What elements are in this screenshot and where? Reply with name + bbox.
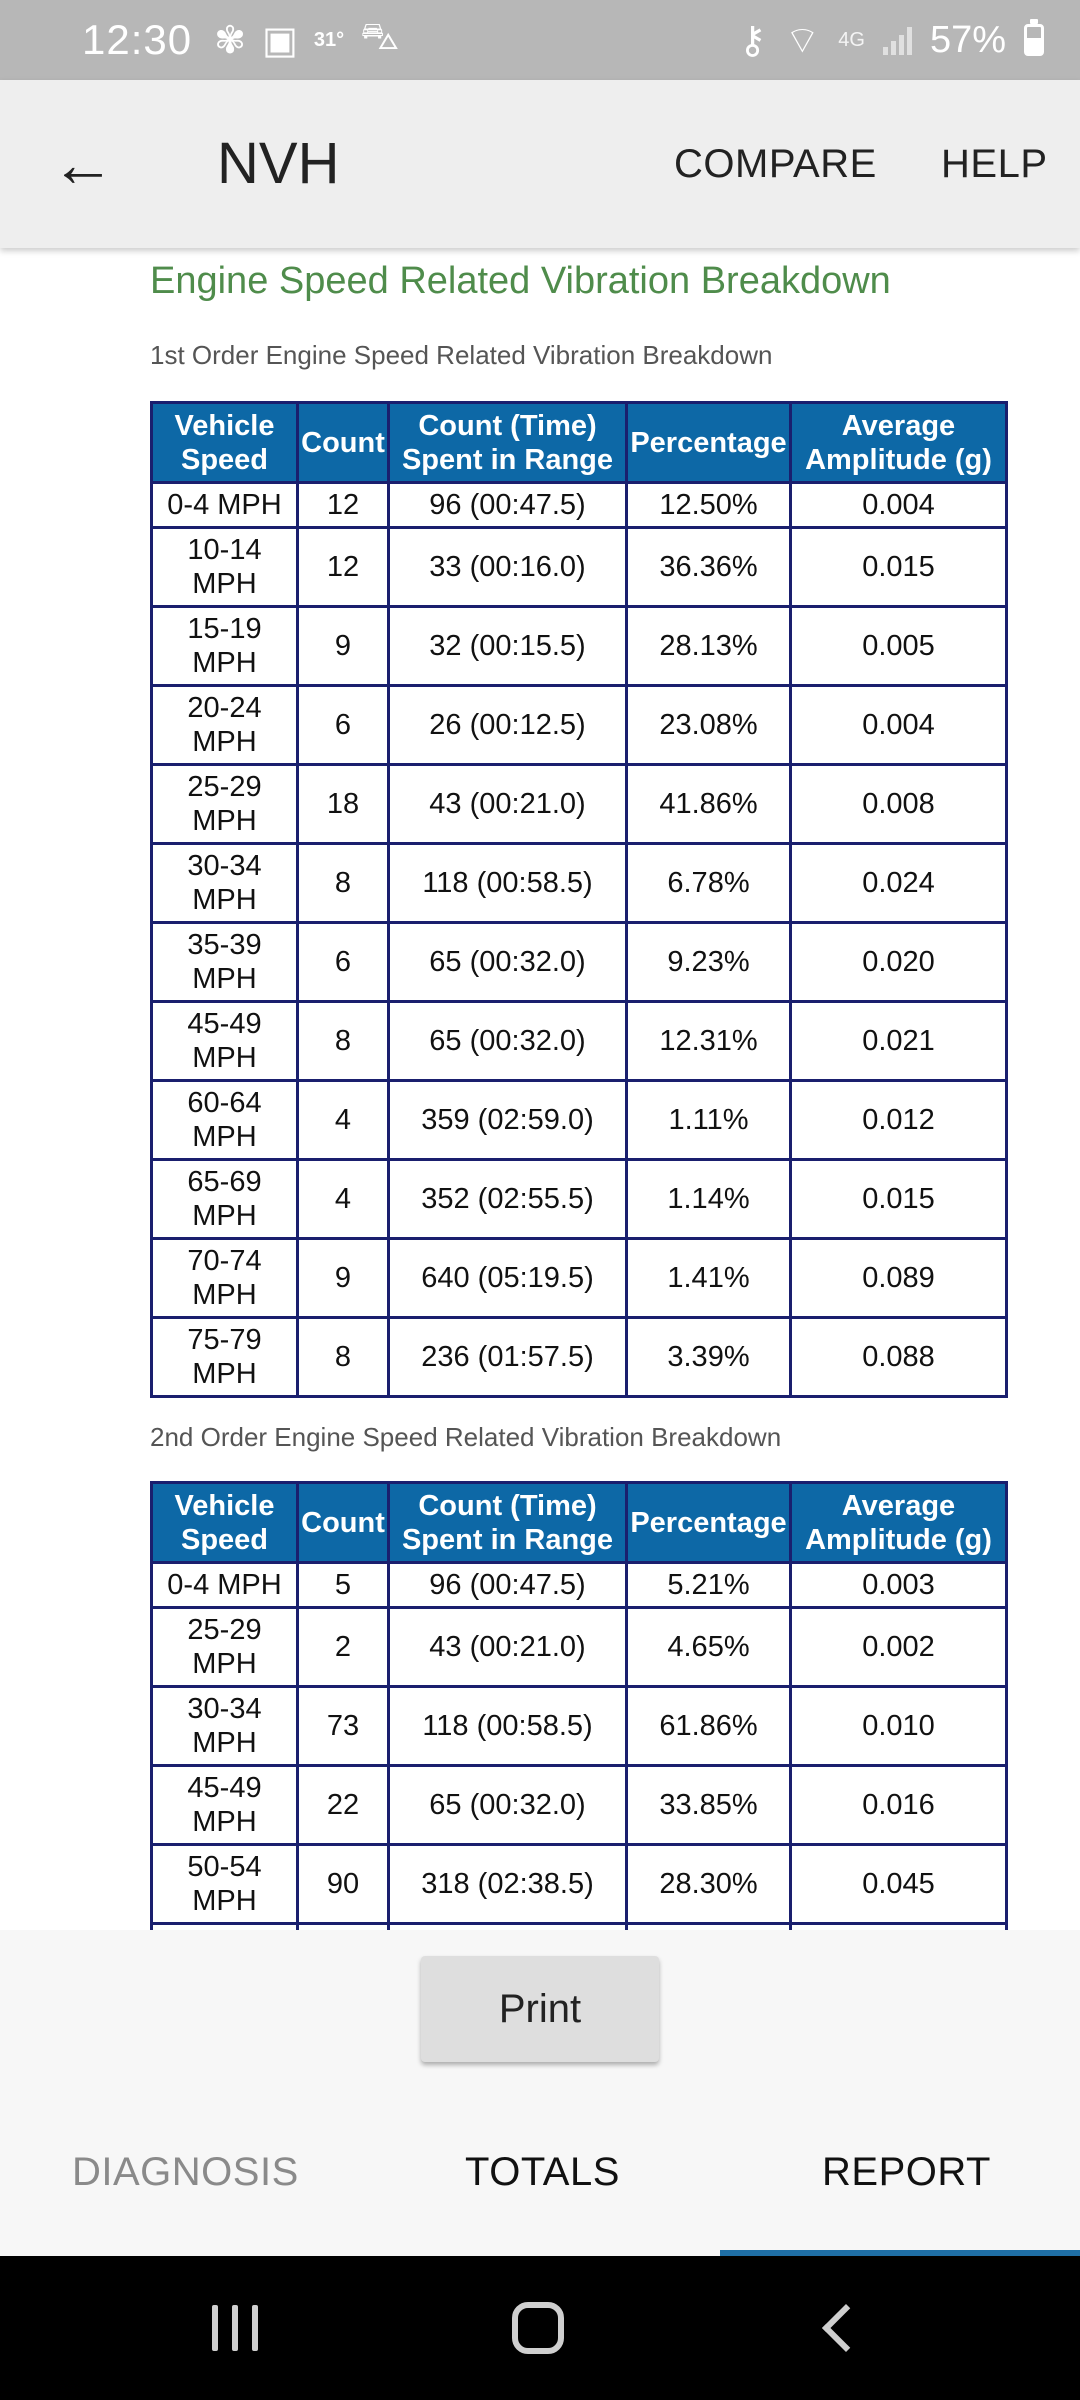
cell-count: 4: [298, 1160, 389, 1239]
cell-count: 12: [298, 483, 389, 528]
cell-average-amplitude: 0.015: [791, 528, 1007, 607]
app-bar: [0, 80, 1080, 248]
cell-vehicle-speed: 20-24 MPH: [152, 686, 298, 765]
cell-percentage: 4.65%: [627, 1608, 791, 1687]
cell-count: 18: [298, 765, 389, 844]
signal-icon: [883, 25, 912, 55]
help-button[interactable]: HELP: [941, 142, 1048, 186]
cell-average-amplitude: 0.004: [791, 483, 1007, 528]
system-nav-bar: [0, 2256, 1080, 2400]
cell-count: 5: [298, 1563, 389, 1608]
cell-average-amplitude: 0.008: [791, 765, 1007, 844]
header-count: Count: [298, 403, 389, 483]
network-type: 4G: [838, 28, 865, 51]
image-icon: ▣: [261, 19, 298, 62]
cell-count-time: 26 (00:12.5): [389, 686, 627, 765]
fan-icon: ✾: [214, 19, 246, 62]
battery-percent: 57%: [929, 18, 1006, 61]
status-bar: [0, 0, 1080, 80]
cell-percentage: 36.36%: [627, 528, 791, 607]
cell-percentage: 1.11%: [627, 1081, 791, 1160]
cell-vehicle-speed: 10-14 MPH: [152, 528, 298, 607]
cell-percentage: 61.86%: [627, 1687, 791, 1766]
cell-average-amplitude: 0.015: [791, 1160, 1007, 1239]
table-row: [152, 923, 1007, 1002]
cell-percentage: 41.86%: [627, 765, 791, 844]
cell-average-amplitude: 0.089: [791, 1239, 1007, 1318]
cell-vehicle-speed: 30-34 MPH: [152, 1687, 298, 1766]
cell-count-time: 352 (02:55.5): [389, 1160, 627, 1239]
table-row: [152, 1845, 1007, 1924]
header-average-amplitude: Average Amplitude (g): [791, 403, 1007, 483]
cell-count-time: 32 (00:15.5): [389, 607, 627, 686]
cell-count-time: 65 (00:32.0): [389, 1766, 627, 1845]
tab-diagnosis[interactable]: DIAGNOSIS: [72, 2150, 299, 2194]
table-row: [152, 1160, 1007, 1239]
cell-vehicle-speed: 0-4 MPH: [152, 1563, 298, 1608]
cell-percentage: 28.13%: [627, 607, 791, 686]
cell-count: 8: [298, 1318, 389, 1397]
cell-count: 6: [298, 686, 389, 765]
table-row: [152, 1081, 1007, 1160]
cell-average-amplitude: 0.045: [791, 1845, 1007, 1924]
cell-count: 9: [298, 1239, 389, 1318]
cell-count-time: 118 (00:58.5): [389, 844, 627, 923]
cell-average-amplitude: 0.088: [791, 1318, 1007, 1397]
car-icon: ⛍: [360, 16, 400, 58]
cell-percentage: 1.14%: [627, 1160, 791, 1239]
cell-percentage: 6.78%: [627, 844, 791, 923]
cell-count-time: 118 (00:58.5): [389, 1687, 627, 1766]
cell-count: 22: [298, 1766, 389, 1845]
cell-average-amplitude: 0.003: [791, 1563, 1007, 1608]
back-button[interactable]: [50, 128, 116, 200]
cell-average-amplitude: 0.004: [791, 686, 1007, 765]
cell-count: 90: [298, 1845, 389, 1924]
cell-count-time: 236 (01:57.5): [389, 1318, 627, 1397]
cell-count-time: 96 (00:47.5): [389, 1563, 627, 1608]
cell-count: 8: [298, 1002, 389, 1081]
cell-count-time: 359 (02:59.0): [389, 1081, 627, 1160]
cell-count-time: 43 (00:21.0): [389, 1608, 627, 1687]
cell-count: 73: [298, 1687, 389, 1766]
cell-percentage: 3.39%: [627, 1318, 791, 1397]
cell-vehicle-speed: 35-39 MPH: [152, 923, 298, 1002]
compare-button[interactable]: COMPARE: [674, 142, 877, 186]
cell-count-time: 33 (00:16.0): [389, 528, 627, 607]
report-content[interactable]: [0, 248, 1080, 1930]
recents-icon: [212, 2305, 258, 2351]
table-row: [152, 1239, 1007, 1318]
table-row: [152, 1687, 1007, 1766]
cell-vehicle-speed: 75-79 MPH: [152, 1318, 298, 1397]
arrow-left-icon: ←: [51, 128, 115, 200]
table-row: [152, 844, 1007, 923]
cell-vehicle-speed: 50-54 MPH: [152, 1845, 298, 1924]
tab-report[interactable]: REPORT: [822, 2150, 991, 2194]
header-count-time: Count (Time) Spent in Range: [389, 1483, 627, 1563]
recents-button[interactable]: [175, 2286, 295, 2370]
cell-vehicle-speed: 30-34 MPH: [152, 844, 298, 923]
vibration-table-1st-order: [150, 401, 1008, 1398]
print-button[interactable]: Print: [421, 1956, 659, 2062]
cell-vehicle-speed: 25-29 MPH: [152, 1608, 298, 1687]
cell-count-time: 96 (00:47.5): [389, 483, 627, 528]
table-caption-2nd-order: 2nd Order Engine Speed Related Vibration Breakdown: [150, 1422, 782, 1452]
table-row: [152, 607, 1007, 686]
table-row: [152, 765, 1007, 844]
cell-count-time: 640 (05:19.5): [389, 1239, 627, 1318]
cell-vehicle-speed: 45-49 MPH: [152, 1002, 298, 1081]
table-row: [152, 1608, 1007, 1687]
bottom-tab-bar: [0, 2100, 1080, 2256]
cell-vehicle-speed: 0-4 MPH: [152, 483, 298, 528]
cell-percentage: 28.30%: [627, 1845, 791, 1924]
header-percentage: Percentage: [627, 1483, 791, 1563]
table-row: [152, 1563, 1007, 1608]
cell-count-time: 65 (00:32.0): [389, 923, 627, 1002]
status-temperature: 31°: [313, 28, 345, 51]
cell-count-time: 43 (00:21.0): [389, 765, 627, 844]
cell-percentage: 5.21%: [627, 1563, 791, 1608]
cell-percentage: 12.31%: [627, 1002, 791, 1081]
cell-average-amplitude: 0.024: [791, 844, 1007, 923]
home-icon: [512, 2302, 564, 2354]
table-row: [152, 1318, 1007, 1397]
cell-vehicle-speed: 70-74 MPH: [152, 1239, 298, 1318]
vibration-table-2nd-order: [150, 1481, 1008, 1930]
cell-average-amplitude: 0.012: [791, 1081, 1007, 1160]
cell-count: 8: [298, 844, 389, 923]
wifi-icon: ⌔: [784, 20, 821, 62]
cell-average-amplitude: 0.020: [791, 923, 1007, 1002]
cell-vehicle-speed: 45-49 MPH: [152, 1766, 298, 1845]
cell-count: 9: [298, 607, 389, 686]
header-vehicle-speed: Vehicle Speed: [152, 403, 298, 483]
header-average-amplitude: Average Amplitude (g): [791, 1483, 1007, 1563]
table-row: [152, 483, 1007, 528]
cell-vehicle-speed: 15-19 MPH: [152, 607, 298, 686]
cell-count: 4: [298, 1081, 389, 1160]
cell-average-amplitude: 0.021: [791, 1002, 1007, 1081]
cell-count: 6: [298, 923, 389, 1002]
cell-average-amplitude: 0.010: [791, 1687, 1007, 1766]
cell-percentage: 23.08%: [627, 686, 791, 765]
header-count: Count: [298, 1483, 389, 1563]
table-row: [152, 686, 1007, 765]
cell-count-time: 318 (02:38.5): [389, 1845, 627, 1924]
cell-count: 12: [298, 528, 389, 607]
cell-count: 2: [298, 1608, 389, 1687]
cell-percentage: 9.23%: [627, 923, 791, 1002]
cell-average-amplitude: 0.005: [791, 607, 1007, 686]
cell-percentage: 33.85%: [627, 1766, 791, 1845]
table-caption-1st-order: 1st Order Engine Speed Related Vibration Breakdown: [150, 340, 773, 370]
cell-vehicle-speed: 65-69 MPH: [152, 1160, 298, 1239]
tab-totals[interactable]: TOTALS: [465, 2150, 620, 2194]
home-button[interactable]: [478, 2286, 598, 2370]
table-row: [152, 1002, 1007, 1081]
cell-vehicle-speed: 60-64 MPH: [152, 1081, 298, 1160]
table-row: [152, 1766, 1007, 1845]
cell-vehicle-speed: 25-29 MPH: [152, 765, 298, 844]
table-row: [152, 528, 1007, 607]
cell-average-amplitude: 0.002: [791, 1608, 1007, 1687]
system-back-button[interactable]: [780, 2286, 900, 2370]
cell-average-amplitude: 0.016: [791, 1766, 1007, 1845]
status-time: 12:30: [82, 16, 193, 63]
key-icon: ⚷: [738, 19, 767, 62]
page-title: NVH: [217, 131, 340, 196]
section-title: Engine Speed Related Vibration Breakdown: [150, 260, 891, 302]
cell-percentage: 1.41%: [627, 1239, 791, 1318]
print-area: [0, 1930, 1080, 2100]
cell-percentage: 12.50%: [627, 483, 791, 528]
header-vehicle-speed: Vehicle Speed: [152, 1483, 298, 1563]
chevron-left-icon: [822, 2304, 870, 2352]
header-percentage: Percentage: [627, 403, 791, 483]
battery-icon: [1024, 24, 1044, 56]
cell-count-time: 65 (00:32.0): [389, 1002, 627, 1081]
header-count-time: Count (Time) Spent in Range: [389, 403, 627, 483]
